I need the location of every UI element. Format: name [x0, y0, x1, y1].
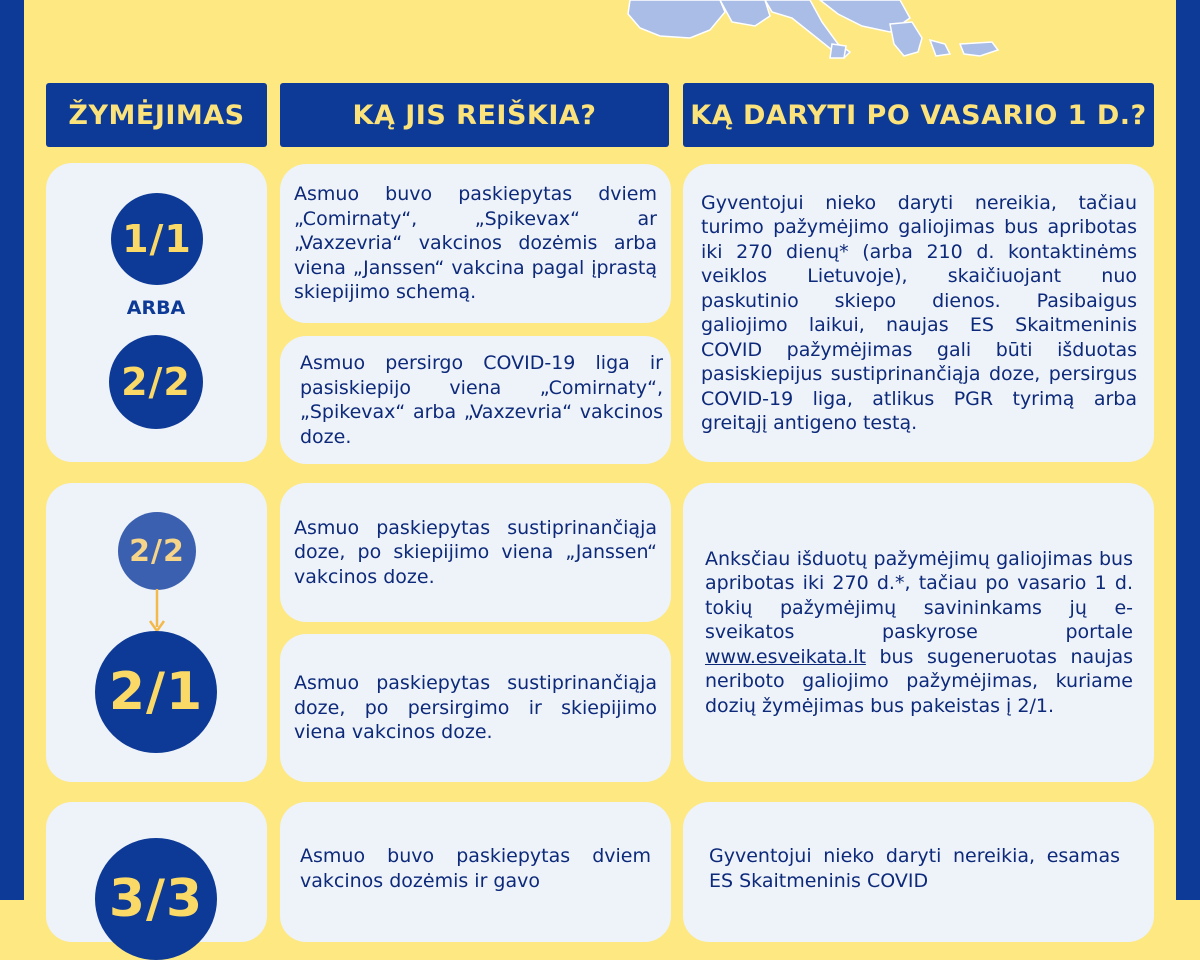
section2-action-part2: bus sugeneruotas naujas neriboto galiojimo pažymėjimas, kuriame dozių žymėjimas bus pakeistas į 2/1.	[705, 645, 1133, 717]
section3-badge-card	[46, 802, 267, 942]
badge-2-1: 2/1	[95, 631, 217, 753]
section1-action-text: Gyventojui nieko daryti nereikia, tačiau turimo pažymėjimo galiojimas bus apribotas iki 270 dienų* (arba 210 d. kontaktinėms veiklos Lietuvoje), skaičiuojant nuo paskutinio skiepo dienos. Pasibaigus galiojimo laikui, naujas ES Skaitmeninis COVID pažymėjimas gali būti išduotas pasiskiepijus sustiprinančiąja doze, persirgus COVID-19 liga, atlikus PGR tyrimą arba greitąjį antigeno testą.	[701, 191, 1137, 434]
section3-action-text: Gyventojui nieko daryti nereikia, esamas ES Skaitmeninis COVID	[709, 845, 1120, 892]
badge-2-2-previous: 2/2	[118, 512, 196, 590]
section1-badge-card	[46, 163, 267, 462]
section3-action-card	[683, 802, 1154, 942]
section3-meaning-text: Asmuo buvo paskiepytas dviem vakcinos dozėmis ir gavo	[300, 845, 651, 892]
header-zymejimas: ŽYMĖJIMAS	[46, 83, 267, 147]
badge-2-2: 2/2	[109, 335, 203, 429]
left-frame-border	[0, 0, 24, 900]
section2-badge-card	[46, 483, 267, 782]
section2-meaning-card-b	[280, 634, 671, 782]
or-label: ARBA	[126, 297, 186, 319]
badge-1-1: 1/1	[111, 193, 203, 285]
section1-action-card	[683, 164, 1154, 462]
section2-action-text	[705, 547, 1133, 719]
esveikata-link[interactable]: www.esveikata.lt	[705, 645, 866, 668]
right-frame-border	[1176, 0, 1200, 900]
section1-meaning-card-b	[280, 336, 671, 464]
section1-meaning-b-text: Asmuo persirgo COVID-19 liga ir pasiskiepijo viena „Comirnaty“, „Spikevax“ arba „Vaxzevria“ vakcinos doze.	[300, 352, 663, 448]
section2-action-card	[683, 483, 1154, 782]
arrow-down-icon	[147, 589, 167, 635]
header-ka-daryti: KĄ DARYTI PO VASARIO 1 D.?	[683, 83, 1154, 147]
section3-meaning-card	[280, 802, 671, 942]
badge-3-3: 3/3	[95, 838, 217, 960]
section1-meaning-a-text: Asmuo buvo paskiepytas dviem „Comirnaty“, „Spikevax“ ar „Vaxzevria“ vakcinos dozėmis arba viena „Janssen“ vakcina pagal įprastą skiepijimo schemą.	[294, 183, 657, 304]
section1-meaning-card-a	[280, 164, 671, 323]
header-ka-jis-reiskia: KĄ JIS REIŠKIA?	[280, 83, 669, 147]
section2-meaning-a-text: Asmuo paskiepytas sustiprinančiąja doze, po skiepijimo viena „Janssen“ vakcinos doze.	[294, 516, 657, 588]
section2-action-part1: Anksčiau išduotų pažymėjimų galiojimas bus apribotas iki 270 d.*, tačiau po vasario 1 d. tokių pažymėjimų savininkams jų e-sveikatos paskyrose portale	[705, 547, 1133, 644]
section2-meaning-card-a	[280, 483, 671, 622]
section2-meaning-b-text: Asmuo paskiepytas sustiprinančiąja doze, po persirgimo ir skiepijimo viena vakcinos doze.	[294, 672, 657, 744]
europe-map-graphic	[600, 0, 1040, 60]
